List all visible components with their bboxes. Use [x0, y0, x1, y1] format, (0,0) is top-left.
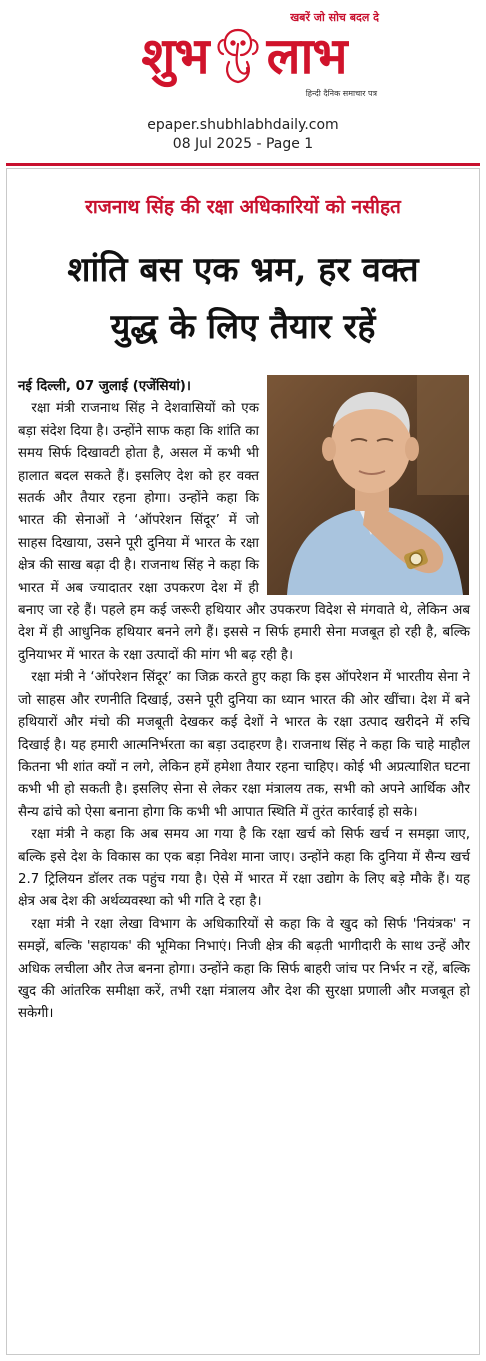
masthead-logo	[95, 20, 393, 92]
epaper-site-link[interactable]: epaper.shubhlabhdaily.com	[147, 117, 339, 133]
article-paragraph-2: रक्षा मंत्री ने ‘ऑपरेशन सिंदूर’ का जिक्र करते हुए कहा कि इस ऑपरेशन में भारतीय सेना ने जो साहस और रणनीति दिखाई, उसने पूरी दुनिया का ध्यान भारत की ओर खींचा। देश में बने हथियारों और मंचो की मजबूती देखकर कई देशों ने भारत के रक्षा उत्पाद खरीदने में रुचि दिखाई है। यह हमारी आत्मनिर्भरता का बड़ा उदाहरण है। राजनाथ सिंह ने कहा कि चाहे माहौल कितना भी शांत क्यों न लगे, लेकिन हमें हमेशा तैयार रहना चाहिए। कोई भी अप्रत्याशित घटना कभी भी हो सकती है। इसलिए सेना से लेकर रक्षा मंत्रालय तक, सभी को अपने आर्थिक और सैन्य ढांचे को ऐसा बनाना होगा कि कभी भी आपात स्थिति में तुरंत कार्रवाई हो सके।	[18, 670, 470, 820]
article-headline	[10, 242, 476, 356]
ganesha-emblem-icon	[215, 26, 261, 86]
masthead	[95, 8, 393, 110]
headline-line-1: शांति बस एक भ्रम, हर वक्त	[67, 250, 419, 290]
header-divider	[6, 163, 480, 166]
article-paragraph-1: रक्षा मंत्री राजनाथ सिंह ने देशवासियों को एक बड़ा संदेश दिया है। उन्होंने साफ कहा कि शांति का समय सिर्फ दिखावटी होता है, असल में कभी भी हालात बदल सकते हैं। इसलिए देश को हर वक्त सतर्क और तैयार रहना होगा। उन्होंने कहा कि भारत की सेनाओं ने ‘ऑपरेशन सिंदूर’ में जो साहस दिखाया, उसने पूरी दुनिया में भारत के रक्षा क्षेत्र की साख बढ़ा दी है। राजनाथ सिंह ने कहा कि भारत में अब ज्यादातर रक्षा उपकरण देश में ही बनाए जा रहे हैं। पहले हम कई जरूरी हथियार और उपकरण विदेश से मंगवाते थे, लेकिन अब देश में ही आधुनिक हथियार बनने लगे हैं। इससे न सिर्फ हमारी सेना मजबूत हो रही है, बल्कि दुनियाभर में भारत के रक्षा उत्पादों की मांग भी बढ़ रही है।	[18, 401, 470, 663]
article-paragraph-4: रक्षा मंत्री ने रक्षा लेखा विभाग के अधिकारियों से कहा कि वे खुद को सिर्फ 'नियंत्रक' न समझें, बल्कि 'सहायक' की भूमिका निभाएं। निजी क्षेत्र की बढ़ती भागीदारी के साथ उन्हें और अधिक लचीला और तेज बनना होगा। उन्होंने कहा कि सिर्फ बाहरी जांच पर निर्भर न रहें, बल्कि खुद की आंतरिक समीक्षा करें, तभी रक्षा मंत्रालय और देश की सुरक्षा प्रणाली और मजबूत हो सकेगी।	[18, 916, 470, 1022]
page-meta	[0, 116, 486, 154]
article-kicker: राजनाथ सिंह की रक्षा अधिकारियों को नसीहत	[85, 196, 401, 218]
article-body	[18, 376, 470, 1026]
article-paragraph-3: रक्षा मंत्री ने कहा कि अब समय आ गया है कि रक्षा खर्च को सिर्फ खर्च न समझा जाए, बल्कि इसे देश के विकास का एक बड़ा निवेश माना जाए। उन्होंने कहा कि दुनिया में सैन्य खर्च 2.7 ट्रिलियन डॉलर तक पहुंच गया है। ऐसे में भारत में रक्षा उद्योग के लिए बड़े मौके हैं। यह क्षेत्र अब देश की अर्थव्यवस्था को भी गति दे रहा है।	[18, 827, 470, 910]
masthead-tagline: खबरें जो सोच बदल दे	[290, 11, 379, 24]
headline-line-2: युद्ध के लिए तैयार रहें	[110, 307, 376, 347]
masthead-subtag: हिन्दी दैनिक समाचार पत्र	[305, 89, 377, 98]
issue-date-page: 08 Jul 2025 - Page 1	[172, 136, 314, 152]
masthead-name-left: शुभ	[141, 26, 209, 85]
masthead-name-right: लाभ	[266, 26, 347, 85]
photo-float-spacer	[259, 376, 470, 597]
article-dateline: नई दिल्ली, 07 जुलाई (एजेंसियां)।	[18, 379, 192, 394]
